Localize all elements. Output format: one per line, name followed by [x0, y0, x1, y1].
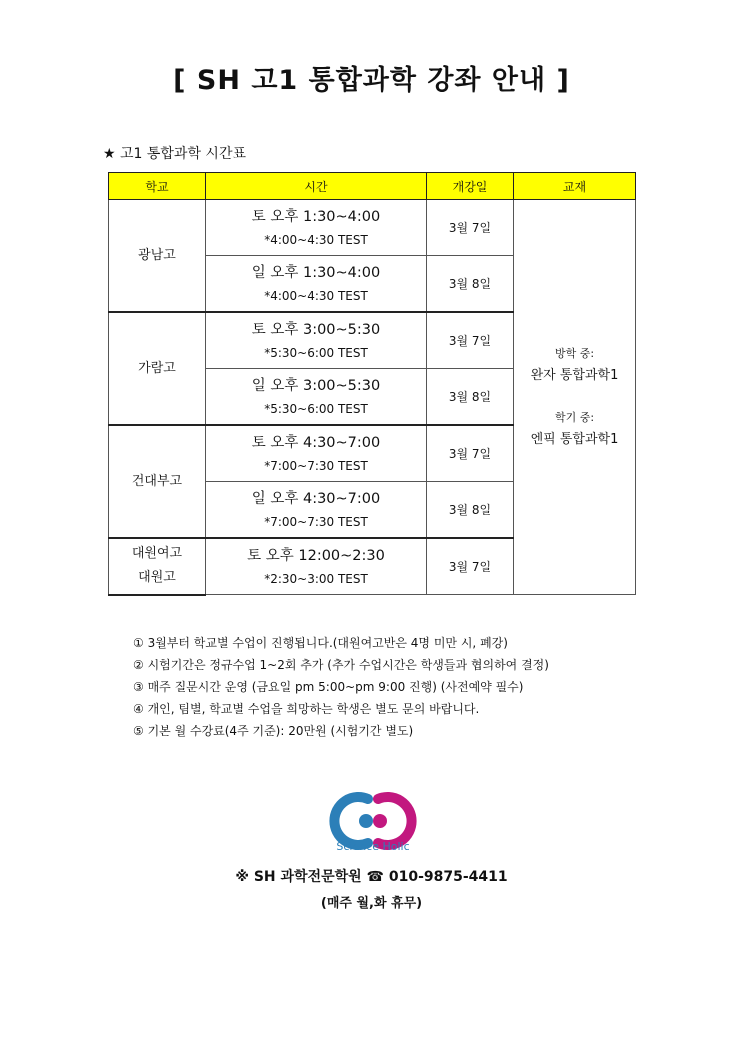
time-cell — [206, 256, 427, 313]
class-time: 일 오후 3:00~5:30 — [251, 377, 381, 394]
time-cell — [206, 312, 427, 369]
note-item: ⑤ 기본 월 수강료(4주 기준): 20만원 (시험기간 별도) — [133, 724, 414, 738]
school-cell: 건대부고 — [109, 425, 206, 538]
school-name: 대원여고 — [131, 546, 183, 562]
class-time: 토 오후 12:00~2:30 — [247, 547, 385, 564]
time-cell — [206, 200, 427, 256]
class-time: 일 오후 4:30~7:00 — [251, 490, 381, 507]
header-school: 학교 — [109, 173, 206, 200]
test-time: *7:00~7:30 TEST — [264, 514, 368, 529]
page-title: [ SH 고1 통합과학 강좌 안내 ] — [173, 65, 570, 96]
logo-text: Science Holic — [336, 840, 410, 853]
header-start-date: 개강일 — [427, 173, 514, 200]
school-cell: 광남고 — [109, 200, 206, 313]
start-date: 3월 7일 — [427, 200, 514, 256]
start-date: 3월 7일 — [427, 425, 514, 482]
note-item: ③ 매주 질문시간 운영 (금요일 pm 5:00~pm 9:00 진행) (사전예약 필수) — [133, 680, 524, 694]
class-time: 토 오후 3:00~5:30 — [251, 321, 381, 338]
school-name: 대원고 — [138, 570, 176, 586]
time-cell — [206, 369, 427, 426]
time-cell — [206, 538, 427, 595]
textbook-label-vacation: 방학 중: — [554, 347, 595, 360]
timetable — [108, 172, 636, 596]
header-time: 시간 — [206, 173, 427, 200]
time-cell — [206, 425, 427, 482]
test-time: *2:30~3:00 TEST — [264, 571, 368, 586]
class-time: 토 오후 1:30~4:00 — [251, 208, 381, 225]
start-date: 3월 7일 — [427, 312, 514, 369]
notes-list — [133, 632, 549, 742]
test-time: *7:00~7:30 TEST — [264, 458, 368, 473]
note-item: ④ 개인, 팀별, 학교별 수업을 희망하는 학생은 별도 문의 바랍니다. — [133, 702, 480, 716]
textbook-semester: 엔픽 통합과학1 — [530, 432, 619, 447]
header-textbook: 교재 — [514, 173, 636, 200]
start-date: 3월 8일 — [427, 482, 514, 539]
school-cell: 가람고 — [109, 312, 206, 425]
note-item: ① 3월부터 학교별 수업이 진행됩니다.(대원여고반은 4명 미만 시, 폐강) — [133, 636, 508, 650]
note-item: ② 시험기간은 정규수업 1~2회 추가 (추가 수업시간은 학생들과 협의하여 결정) — [133, 658, 549, 672]
test-time: *5:30~6:00 TEST — [264, 401, 368, 416]
table-row — [109, 200, 636, 256]
contact-info: ※ SH 과학전문학원 ☎ 010-9875-4411 — [235, 869, 508, 885]
class-time: 일 오후 1:30~4:00 — [251, 264, 381, 281]
textbook-label-semester: 학기 중: — [554, 411, 595, 424]
holiday-info: (매주 월,화 휴무) — [320, 896, 423, 911]
class-time: 토 오후 4:30~7:00 — [251, 434, 381, 451]
table-header-row — [109, 173, 636, 200]
test-time: *4:00~4:30 TEST — [264, 288, 368, 303]
textbook-vacation: 완자 통합과학1 — [530, 368, 619, 383]
textbook-cell — [514, 200, 636, 595]
timetable-subtitle: ★ 고1 통합과학 시간표 — [103, 146, 247, 162]
start-date: 3월 8일 — [427, 256, 514, 313]
test-time: *5:30~6:00 TEST — [264, 345, 368, 360]
time-cell — [206, 482, 427, 539]
school-cell — [109, 538, 206, 595]
start-date: 3월 7일 — [427, 538, 514, 595]
test-time: *4:00~4:30 TEST — [264, 232, 368, 247]
start-date: 3월 8일 — [427, 369, 514, 426]
